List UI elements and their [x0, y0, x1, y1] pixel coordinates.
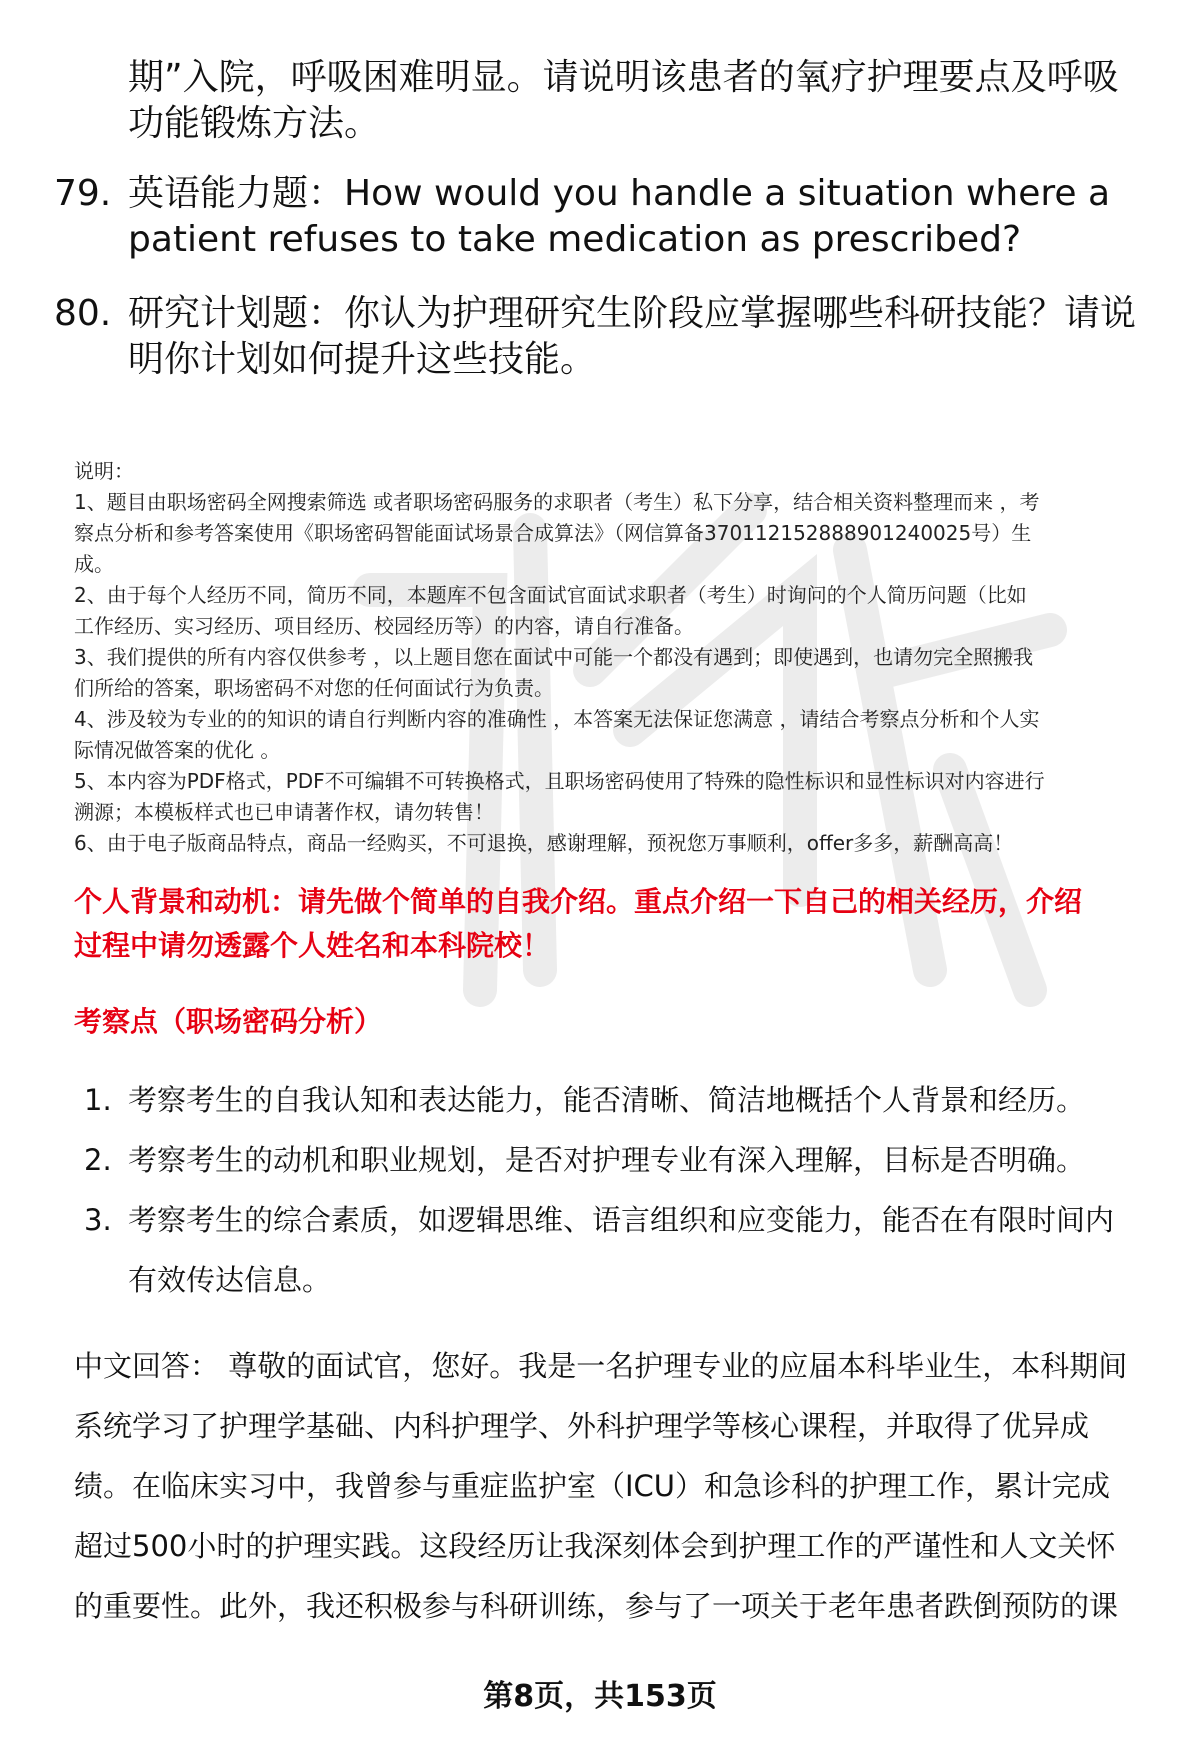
q80-line-2: 明你计划如何提升这些技能。	[128, 339, 597, 380]
notes-line: 们所给的答案，职场密码不对您的任何面试行为负责。	[74, 676, 554, 700]
notes-line: 5、本内容为PDF格式，PDF不可编辑不可转换格式，且职场密码使用了特殊的隐性标识和显性标识对内容进行	[74, 769, 1045, 793]
notes-line: 工作经历、实习经历、项目经历、校园经历等）的内容，请自行准备。	[74, 614, 694, 638]
q79-line-1: 英语能力题：How would you handle a situation where a	[128, 173, 1111, 214]
answer-line: 的重要性。此外，我还积极参与科研训练，参与了一项关于老年患者跌倒预防的课	[74, 1589, 1119, 1623]
point-number: 1.	[84, 1083, 112, 1117]
point-number: 2.	[84, 1143, 112, 1177]
notes-block	[74, 456, 1164, 859]
notes-line: 4、涉及较为专业的的知识的请自行判断内容的准确性 ，本答案无法保证您满意 ，请结合考察点分析和个人实	[74, 707, 1040, 731]
section-question-line-2: 过程中请勿透露个人姓名和本科院校！	[74, 929, 551, 962]
q80-line-1: 研究计划题：你认为护理研究生阶段应掌握哪些科研技能？请说	[128, 293, 1137, 334]
notes-line: 6、由于电子版商品特点，商品一经购买，不可退换，感谢理解，预祝您万事顺利，offer多多，薪酬高高！	[74, 831, 1014, 855]
point-number: 3.	[84, 1203, 112, 1237]
notes-line: 际情况做答案的优化 。	[74, 738, 281, 762]
answer-line: 系统学习了护理学基础、内科护理学、外科护理学等核心课程，并取得了优异成	[74, 1409, 1090, 1443]
point-text: 考察考生的自我认知和表达能力，能否清晰、简洁地概括个人背景和经历。	[128, 1083, 1086, 1117]
notes-line: 溯源；本模板样式也已申请著作权，请勿转售！	[74, 800, 494, 824]
page-number: 第8页，共153页	[483, 1679, 717, 1714]
answer-line: 中文回答： 尊敬的面试官，您好。我是一名护理专业的应届本科毕业生，本科期间	[74, 1349, 1128, 1383]
q78-line-1: 期”入院，呼吸困难明显。请说明该患者的氧疗护理要点及呼吸	[128, 57, 1119, 98]
analysis-heading: 考察点（职场密码分析）	[74, 1005, 383, 1038]
q79-line-2: patient refuses to take medication as prescribed?	[128, 219, 1022, 260]
answer-line: 超过500小时的护理实践。这段经历让我深刻体会到护理工作的严谨性和人文关怀	[74, 1529, 1116, 1563]
q80-number: 80.	[54, 293, 112, 334]
notes-line: 2、由于每个人经历不同，简历不同，本题库不包含面试官面试求职者（考生）时询问的个人简历问题（比如	[74, 583, 1027, 607]
notes-line: 察点分析和参考答案使用《职场密码智能面试场景合成算法》（网信算备370112152888901240025号）生	[74, 521, 1032, 545]
answer-line: 绩。在临床实习中，我曾参与重症监护室（ICU）和急诊科的护理工作，累计完成	[74, 1469, 1111, 1503]
notes-line: 3、我们提供的所有内容仅供参考 ，以上题目您在面试中可能一个都没有遇到；即使遇到，也请勿完全照搬我	[74, 645, 1034, 669]
notes-line: 1、题目由职场密码全网搜索筛选 或者职场密码服务的求职者（考生）私下分享，结合相关资料整理而来 ，考	[74, 490, 1040, 514]
notes-line: 成。	[74, 552, 114, 576]
q79-number: 79.	[54, 173, 112, 214]
point-text: 考察考生的动机和职业规划，是否对护理专业有深入理解，目标是否明确。	[128, 1143, 1086, 1177]
notes-title: 说明：	[74, 459, 134, 483]
section-question-line-1: 个人背景和动机：请先做个简单的自我介绍。重点介绍一下自己的相关经历，介绍	[74, 885, 1083, 918]
point-text: 考察考生的综合素质，如逻辑思维、语言组织和应变能力，能否在有限时间内	[128, 1203, 1115, 1237]
q78-line-2: 功能锻炼方法。	[128, 103, 381, 144]
point-text-cont: 有效传达信息。	[128, 1263, 332, 1297]
